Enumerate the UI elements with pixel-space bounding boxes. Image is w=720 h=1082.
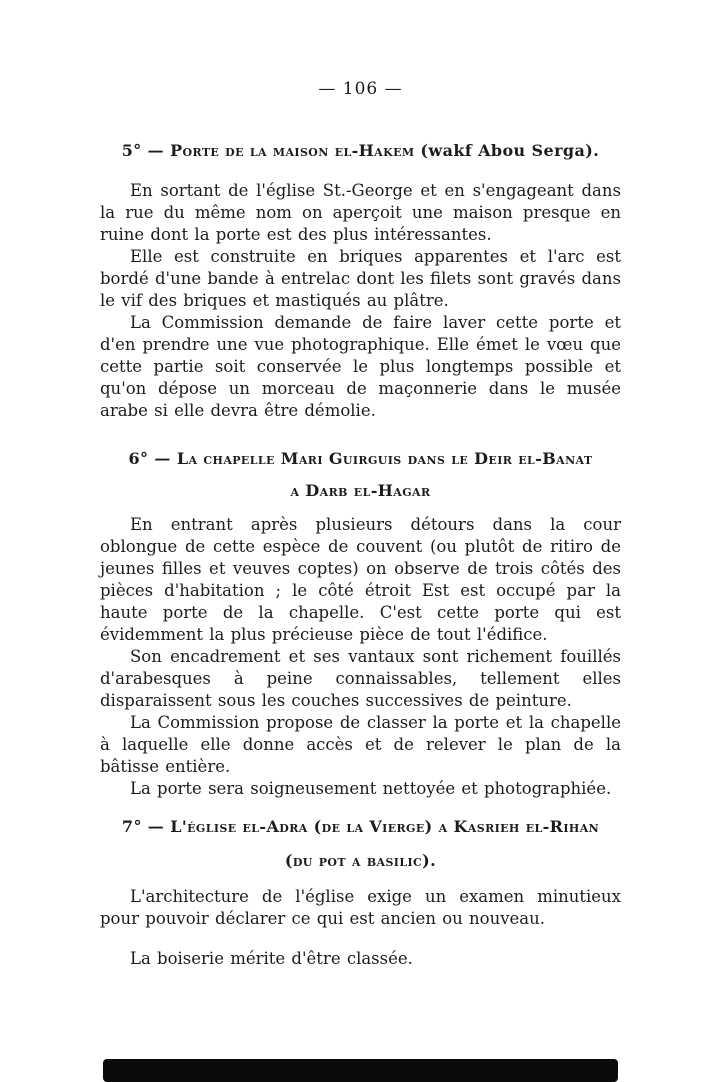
paragraph: Son encadrement et ses vantaux sont richement fouillés d'arabesques à peine connaissables, tellement elles disparaissent sous les couches successives de peinture. [100, 647, 621, 710]
paragraph: En sortant de l'église St.-George et en s'engageant dans la rue du même nom on aperçoit une maison presque en ruine dont la porte est des plus intéressantes. [100, 181, 621, 244]
section-5-heading [100, 140, 621, 162]
paragraph: La boiserie mérite d'être classée. [130, 949, 413, 968]
section-7-heading [100, 816, 621, 872]
section-6-heading [100, 448, 621, 502]
scanned-page [100, 78, 621, 970]
section-6-title: La chapelle Mari Guirguis dans le Deir el-Banat [176, 449, 593, 468]
section-7 [100, 816, 621, 970]
paragraph: La Commission demande de faire laver cette porte et d'en prendre une vue photographique. Elle émet le vœu que cette partie soit conservée le plus longtemps possible et qu'on dépose un morceau de maçonnerie dans le musée arabe si elle devra être démolie. [100, 313, 621, 420]
section-7-heading-line2: (du pot a basilic). [284, 851, 437, 870]
section-6-heading-line1 [100, 448, 621, 470]
paragraph: La Commission propose de classer la porte et la chapelle à laquelle elle donne accès et de relever le plan de la bâtisse entière. [100, 713, 621, 776]
paragraph: Elle est construite en briques apparentes et l'arc est bordé d'une bande à entrelac dont les filets sont gravés dans le vif des briques et mastiqués au plâtre. [100, 247, 621, 310]
section-5-title: Porte de la maison el-Hakem [170, 141, 415, 160]
section-6 [100, 448, 621, 800]
section-5-subtitle: (wakf Abou Serga). [420, 141, 600, 160]
section-6-number: 6° — [128, 449, 171, 468]
section-5-number: 5° — [121, 141, 165, 160]
paragraph: En entrant après plusieurs détours dans la cour oblongue de cette espèce de couvent (ou plutôt de ritiro de jeunes filles et veuves coptes) on observe de trois côtés des pièces d'habitation ; le côté étroit Est est occupé par la haute porte de la chapelle. C'est cette porte qui est évidemment la plus précieuse pièce de tout l'édifice. [100, 515, 621, 644]
section-5 [100, 140, 621, 422]
section-7-number: 7° — [121, 817, 165, 836]
paragraph: L'architecture de l'église exige un examen minutieux pour pouvoir déclarer ce qui est ancien ou nouveau. [100, 887, 621, 928]
paragraph: La porte sera soigneusement nettoyée et photographiée. [130, 779, 612, 798]
page-number: — 106 — [318, 79, 403, 99]
scan-artifact-bar [103, 1059, 618, 1082]
section-6-heading-line2: a Darb el-Hagar [290, 481, 431, 500]
section-7-title: L'église el-Adra (de la Vierge) a Kasrieh el-Rihan [170, 817, 600, 836]
section-7-heading-line1 [100, 816, 621, 838]
